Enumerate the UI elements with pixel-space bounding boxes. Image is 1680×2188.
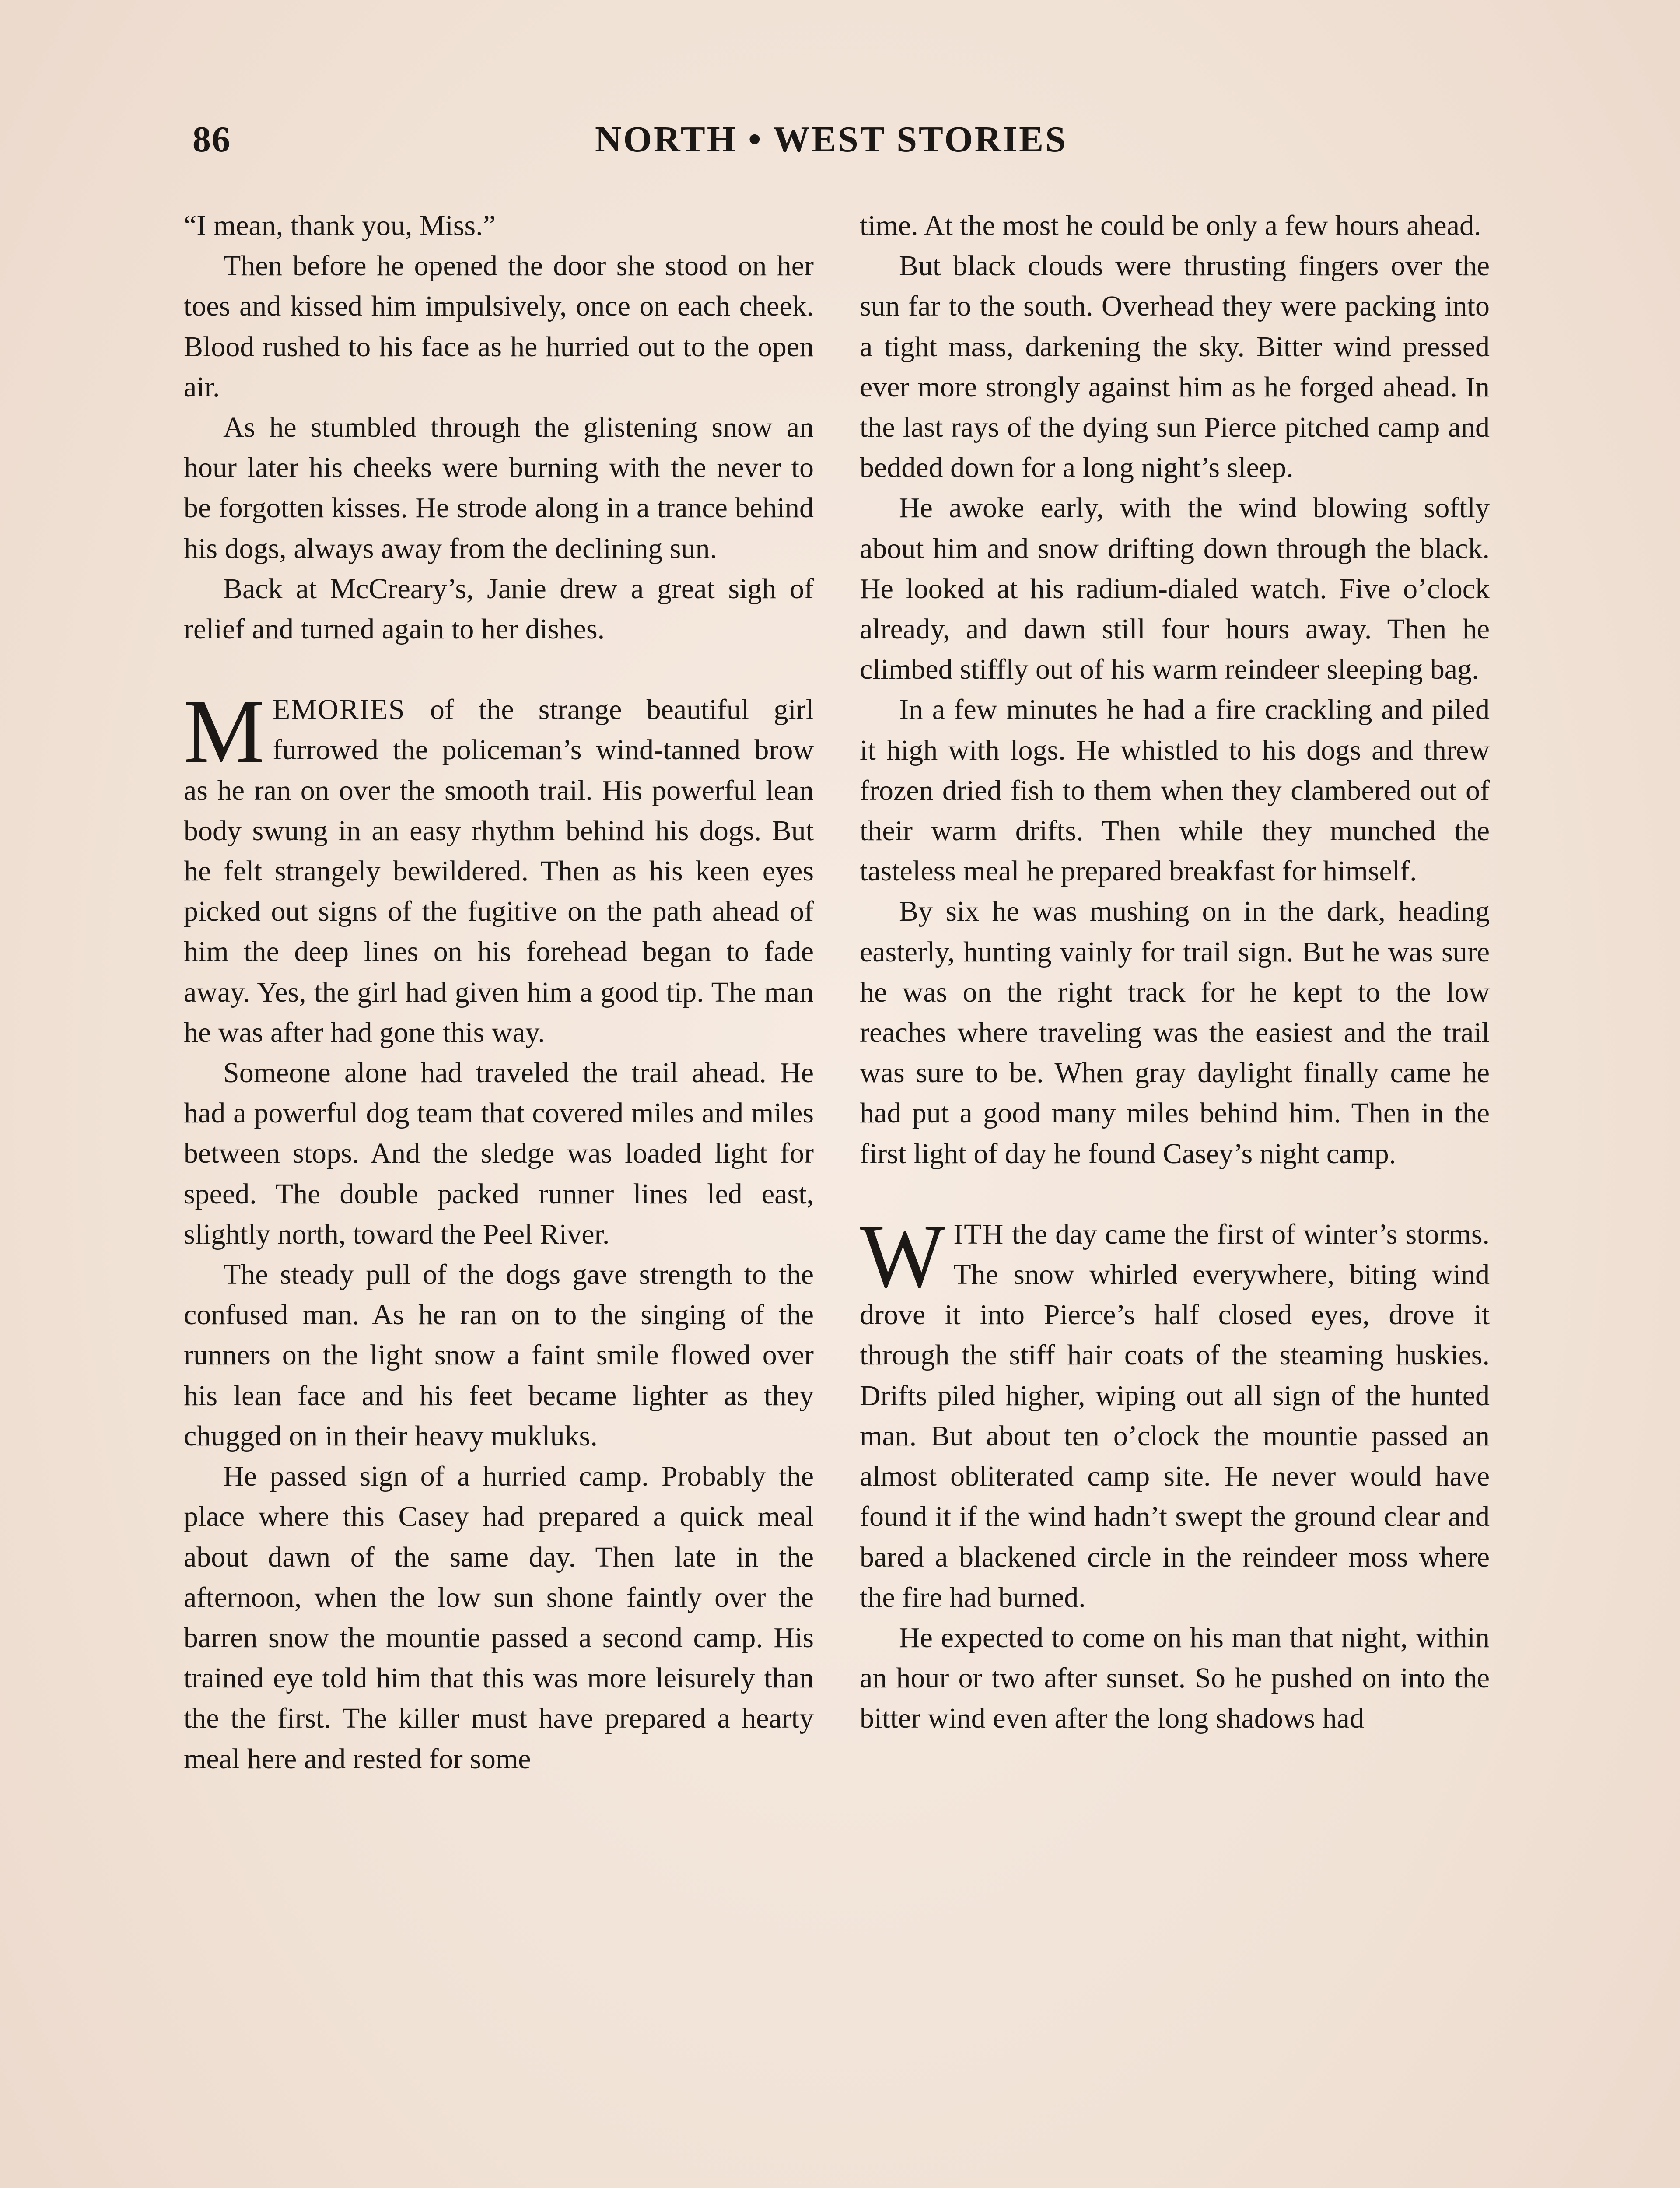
paragraph: time. At the most he could be only a few hours ahead. bbox=[860, 210, 1481, 242]
page-header bbox=[192, 118, 1505, 171]
left-column bbox=[184, 206, 814, 1779]
lead-caps: ITH bbox=[953, 1218, 1004, 1250]
paragraph: Someone alone had traveled the trail ahead. He had a powerful dog team that covered miles and miles between stops. And the sledge was loaded light for speed. The double packed runner lines led east, slightly north, toward the Peel River. bbox=[184, 1057, 814, 1250]
section-paragraph bbox=[860, 1205, 1490, 1618]
lead-caps: EMORIES bbox=[272, 694, 406, 726]
paragraph: As he stumbled through the glistening snow an hour later his cheeks were burning with the never to be forgotten kisses. He strode along in a trance behind his dogs, always away from the declining sun. bbox=[184, 411, 814, 565]
section-paragraph bbox=[184, 681, 814, 1053]
paragraph: Then before he opened the door she stood on her toes and kissed him impulsively, once on each cheek. Blood rushed to his face as he hurried out to the open air. bbox=[184, 250, 814, 403]
drop-cap: M bbox=[184, 681, 265, 782]
paragraph: Back at McCreary’s, Janie drew a great sigh of relief and turned again to her dishes. bbox=[184, 572, 814, 645]
right-column bbox=[860, 206, 1490, 1739]
paragraph: In a few minutes he had a fire crackling and piled it high with logs. He whistled to his dogs and threw frozen dried fish to them when they clambered out of their warm drifts. Then while they munched the tasteless meal he prepared breakfast for himself. bbox=[860, 694, 1490, 887]
paragraph: By six he was mushing on in the dark, heading easterly, hunting vainly for trail sign. But he was sure he was on the right track for he kept to the low reaches where traveling was the easiest and the trail was sure to be. When gray daylight finally came he had put a good many miles behind him. Then in the first light of day he found Casey’s night camp. bbox=[860, 895, 1490, 1170]
page-number: 86 bbox=[192, 119, 231, 160]
paragraph: He passed sign of a hurried camp. Probably the place where this Casey had prepared a quick meal about dawn of the same day. Then late in the afternoon, when the low sun shone faintly over the barren snow the mountie passed a second camp. His trained eye told him that this was more leisurely than the the first. The killer must have prepared a hearty meal here and rested for some bbox=[184, 1460, 814, 1775]
running-title: NORTH • WEST STORIES bbox=[595, 119, 1068, 160]
paragraph: He awoke early, with the wind blowing softly about him and snow drifting down through the black. He looked at his radium-dialed watch. Five o’clock already, and dawn still four hours away. Then he climbed stiffly out of his warm reindeer sleeping bag. bbox=[860, 492, 1490, 686]
drop-cap: W bbox=[860, 1205, 946, 1306]
paragraph: He expected to come on his man that night, within an hour or two after sunset. So he pushed on into the bitter wind even after the long shadows had bbox=[860, 1621, 1490, 1735]
paragraph: “I mean, thank you, Miss.” bbox=[184, 210, 496, 242]
paragraph-text: of the strange beautiful girl furrowed the policeman’s wind-tanned brow as he ran on over the smooth trail. His powerful lean body swung in an easy rhythm behind his dogs. But he felt strangely bewildered. Then as his keen eyes picked out signs of the fugitive on the path ahead of him the deep lines on his forehead began to fade away. Yes, the girl had given him a good tip. The man he was after had gone this way. bbox=[184, 694, 814, 1048]
paragraph: The steady pull of the dogs gave strength to the confused man. As he ran on to the singing of the runners on the light snow a faint smile flowed over his lean face and his feet became lighter as they chugged on in their heavy mukluks. bbox=[184, 1259, 814, 1452]
paragraph: But black clouds were thrusting fingers over the sun far to the south. Overhead they were packing into a tight mass, darkening the sky. Bitter wind pressed ever more strongly against him as he forged ahead. In the last rays of the dying sun Pierce pitched camp and bedded down for a long night’s sleep. bbox=[860, 250, 1490, 484]
paragraph-text: the day came the first of winter’s storms. The snow whirled everywhere, biting wind drove it into Pierce’s half closed eyes, drove it through the stiff hair coats of the steaming huskies. Drifts piled higher, wiping out all sign of the hunted man. But about ten o’clock the mountie passed an almost obliterated camp site. He never would have found it if the wind hadn’t swept the ground clear and bared a blackened circle in the reindeer moss where the fire had burned. bbox=[860, 1218, 1490, 1613]
